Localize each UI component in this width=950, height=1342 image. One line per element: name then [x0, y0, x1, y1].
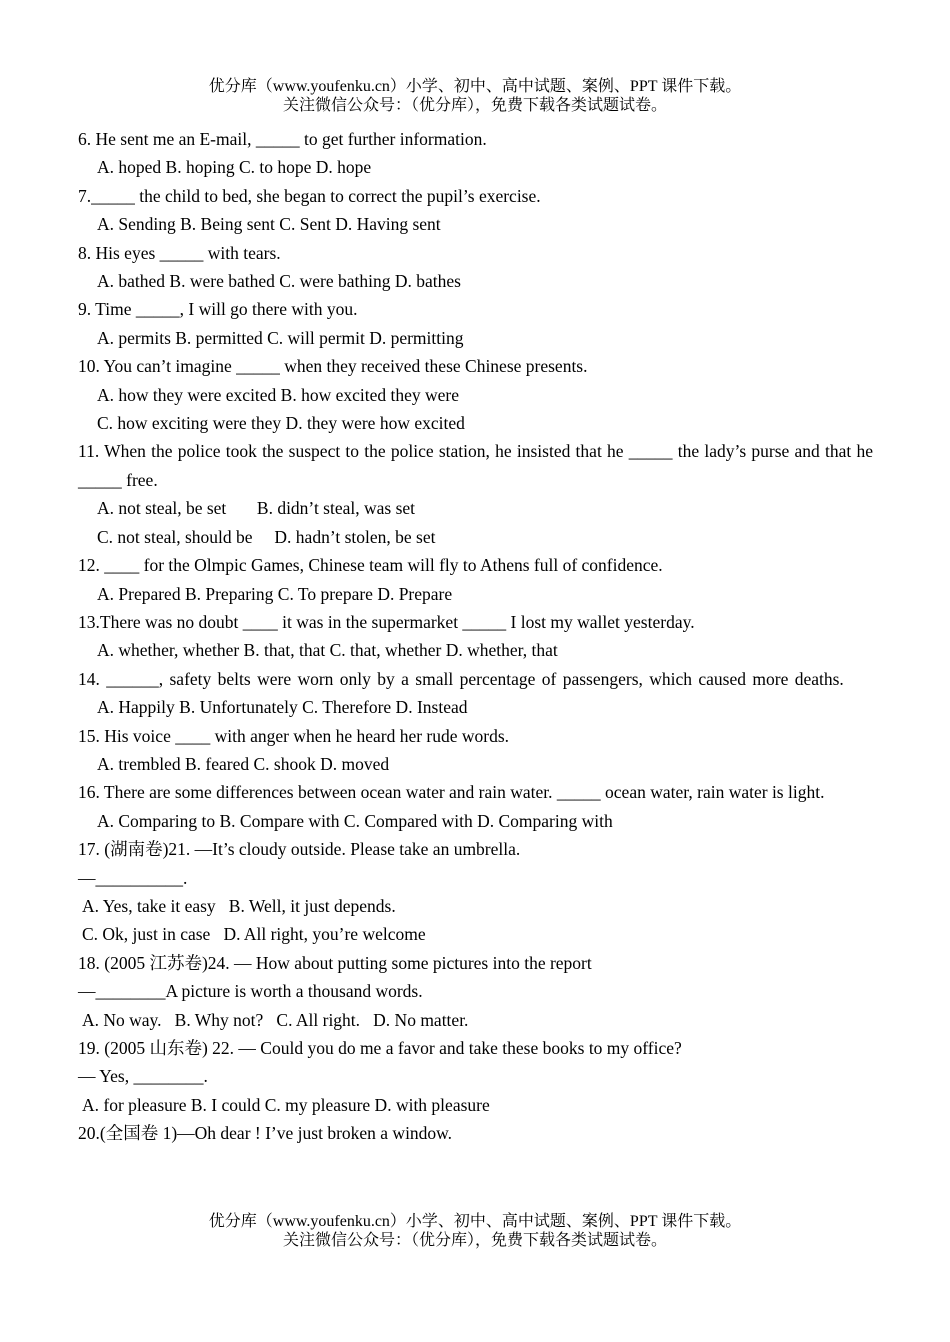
options-17-a: A. Yes, take it easy B. Well, it just depends. [82, 895, 396, 916]
page-header [0, 77, 950, 115]
options-11-a: A. not steal, be set B. didn’t steal, was set [97, 498, 416, 519]
question-12: 12. ____ for the Olmpic Games, Chinese team will fly to Athens full of confidence. [78, 555, 663, 576]
question-15: 15. His voice ____ with anger when he heard her rude words. [78, 725, 510, 746]
options-19: A. for pleasure B. I could C. my pleasure D. with pleasure [82, 1094, 490, 1115]
question-19-reply: — Yes, ________. [78, 1066, 208, 1087]
question-18: 18. (2005 江苏卷)24. — How about putting some pictures into the report [78, 952, 592, 973]
question-13: 13.There was no doubt ____ it was in the supermarket _____ I lost my wallet yesterday. [78, 611, 695, 632]
question-8: 8. His eyes _____ with tears. [78, 242, 281, 263]
options-14: A. Happily B. Unfortunately C. Therefore D. Instead [97, 697, 468, 718]
question-9: 9. Time _____, I will go there with you. [78, 299, 358, 320]
question-19: 19. (2005 山东卷) 22. — Could you do me a favor and take these books to my office? [78, 1038, 682, 1058]
question-10: 10. You can’t imagine _____ when they received these Chinese presents. [78, 356, 588, 377]
footer-line-1: 优分库（www.youfenku.cn）小学、初中、高中试题、案例、PPT 课件下载。 [208, 1213, 742, 1230]
footer-line-2: 关注微信公众号：（优分库），免费下载各类试题试卷。 [282, 1232, 667, 1249]
header-line-2: 关注微信公众号：（优分库），免费下载各类试题试卷。 [282, 97, 667, 114]
question-list [78, 125, 873, 1148]
question-17-reply: —__________. [78, 867, 188, 888]
options-8: A. bathed B. were bathed C. were bathing D. bathes [97, 271, 461, 292]
options-11-b: C. not steal, should be D. hadn’t stolen, be set [97, 526, 436, 547]
question-14: 14. ______, safety belts were worn only by a small percentage of passengers, which caused more deaths. [78, 668, 844, 689]
page-footer [0, 1212, 950, 1250]
question-6: 6. He sent me an E-mail, _____ to get further information. [78, 129, 487, 149]
header-line-1: 优分库（www.youfenku.cn）小学、初中、高中试题、案例、PPT 课件下载。 [208, 78, 742, 95]
options-16: A. Comparing to B. Compare with C. Compared with D. Comparing with [97, 810, 613, 831]
question-11: 11. When the police took the suspect to the police station, he insisted that he _____ the lady’s purse and that he _____ free. [78, 441, 873, 490]
options-15: A. trembled B. feared C. shook D. moved [97, 753, 390, 774]
options-6: A. hoped B. hoping C. to hope D. hope [97, 157, 372, 178]
question-7: 7._____ the child to bed, she began to correct the pupil’s exercise. [78, 185, 541, 206]
options-17-b: C. Ok, just in case D. All right, you’re welcome [82, 924, 426, 945]
options-10-a: A. how they were excited B. how excited they were [97, 384, 460, 405]
question-18-reply: —________A picture is worth a thousand words. [78, 981, 423, 1002]
options-12: A. Prepared B. Preparing C. To prepare D. Prepare [97, 583, 453, 604]
options-18: A. No way. B. Why not? C. All right. D. No matter. [82, 1009, 469, 1030]
options-7: A. Sending B. Being sent C. Sent D. Having sent [97, 214, 441, 235]
options-9: A. permits B. permitted C. will permit D. permitting [97, 327, 464, 348]
question-20: 20.(全国卷 1)—Oh dear ! I’ve just broken a window. [78, 1123, 453, 1144]
question-17: 17. (湖南卷)21. —It’s cloudy outside. Please take an umbrella. [78, 839, 521, 860]
options-10-b: C. how exciting were they D. they were how excited [97, 413, 465, 434]
question-16: 16. There are some differences between ocean water and rain water. _____ ocean water, rain water is light. [78, 782, 825, 803]
options-13: A. whether, whether B. that, that C. that, whether D. whether, that [97, 640, 558, 661]
